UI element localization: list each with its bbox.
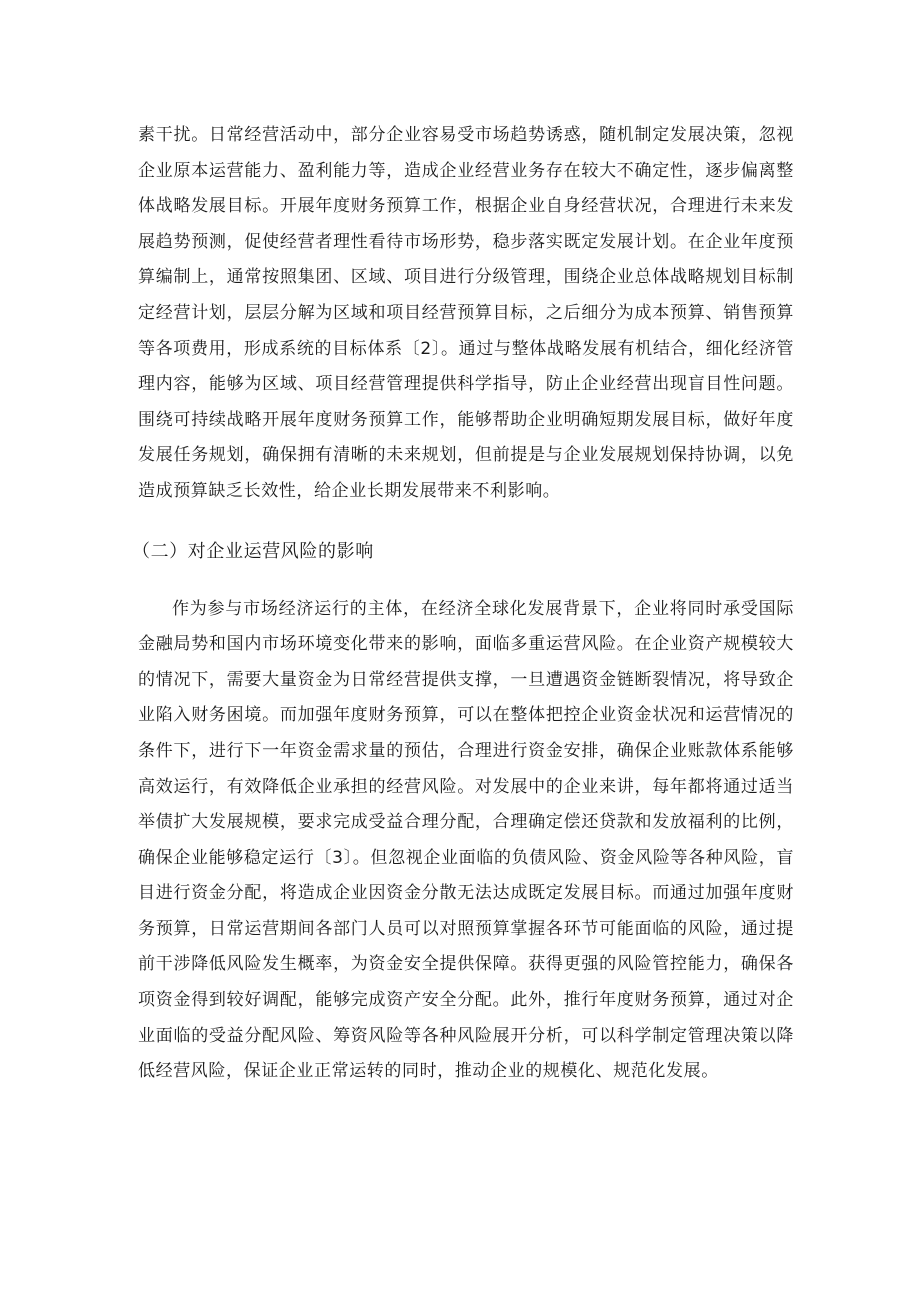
- document-page: [132, 118, 794, 1090]
- section-heading: （二）对企业运营风险的影响: [132, 540, 374, 562]
- body-paragraph-1: 素干扰。日常经营活动中，部分企业容易受市场趋势诱惑，随机制定发展决策，忽视企业原本运营能力、盈利能力等，造成企业经营业务存在较大不确定性，逐步偏离整体战略发展目标。开展年度财务预算工作，根据企业自身经营状况，合理进行未来发展趋势预测，促使经营者理性看待市场形势，稳步落实既定发展计划。在企业年度预算编制上，通常按照集团、区域、项目进行分级管理，围绕企业总体战略规划目标制定经营计划，层层分解为区域和项目经营预算目标，之后细分为成本预算、销售预算等各项费用，形成系统的目标体系〔2〕。通过与整体战略发展有机结合，细化经济管理内容，能够为区域、项目经营管理提供科学指导，防止企业经营出现盲目性问题。围绕可持续战略开展年度财务预算工作，能够帮助企业明确短期发展目标，做好年度发展任务规划，确保拥有清晰的未来规划，但前提是与企业发展规划保持协调，以免造成预算缺乏长效性，给企业长期发展带来不利影响。: [138, 125, 794, 501]
- body-paragraph-2: 作为参与市场经济运行的主体，在经济全球化发展背景下，企业将同时承受国际金融局势和国内市场环境变化带来的影响，面临多重运营风险。在企业资产规模较大的情况下，需要大量资金为日常经营提供支撑，一旦遭遇资金链断裂情况，将导致企业陷入财务困境。而加强年度财务预算，可以在整体把控企业资金状况和运营情况的条件下，进行下一年资金需求量的预估，合理进行资金安排，确保企业账款体系能够高效运行，有效降低企业承担的经营风险。对发展中的企业来讲，每年都将通过适当举债扩大发展规模，要求完成受益合理分配，合理确定偿还贷款和发放福利的比例，确保企业能够稳定运行〔3〕。但忽视企业面临的负债风险、资金风险等各种风险，盲目进行资金分配，将造成企业因资金分散无法达成既定发展目标。而通过加强年度财务预算，日常运营期间各部门人员可以对照预算掌握各环节可能面临的风险，通过提前干涉降低风险发生概率，为资金安全提供保障。获得更强的风险管控能力，确保各项资金得到较好调配，能够完成资产安全分配。此外，推行年度财务预算，通过对企业面临的受益分配风险、筹资风险等各种风险展开分析，可以科学制定管理决策以降低经营风险，保证企业正常运转的同时，推动企业的规模化、规范化发展。: [138, 598, 794, 1082]
